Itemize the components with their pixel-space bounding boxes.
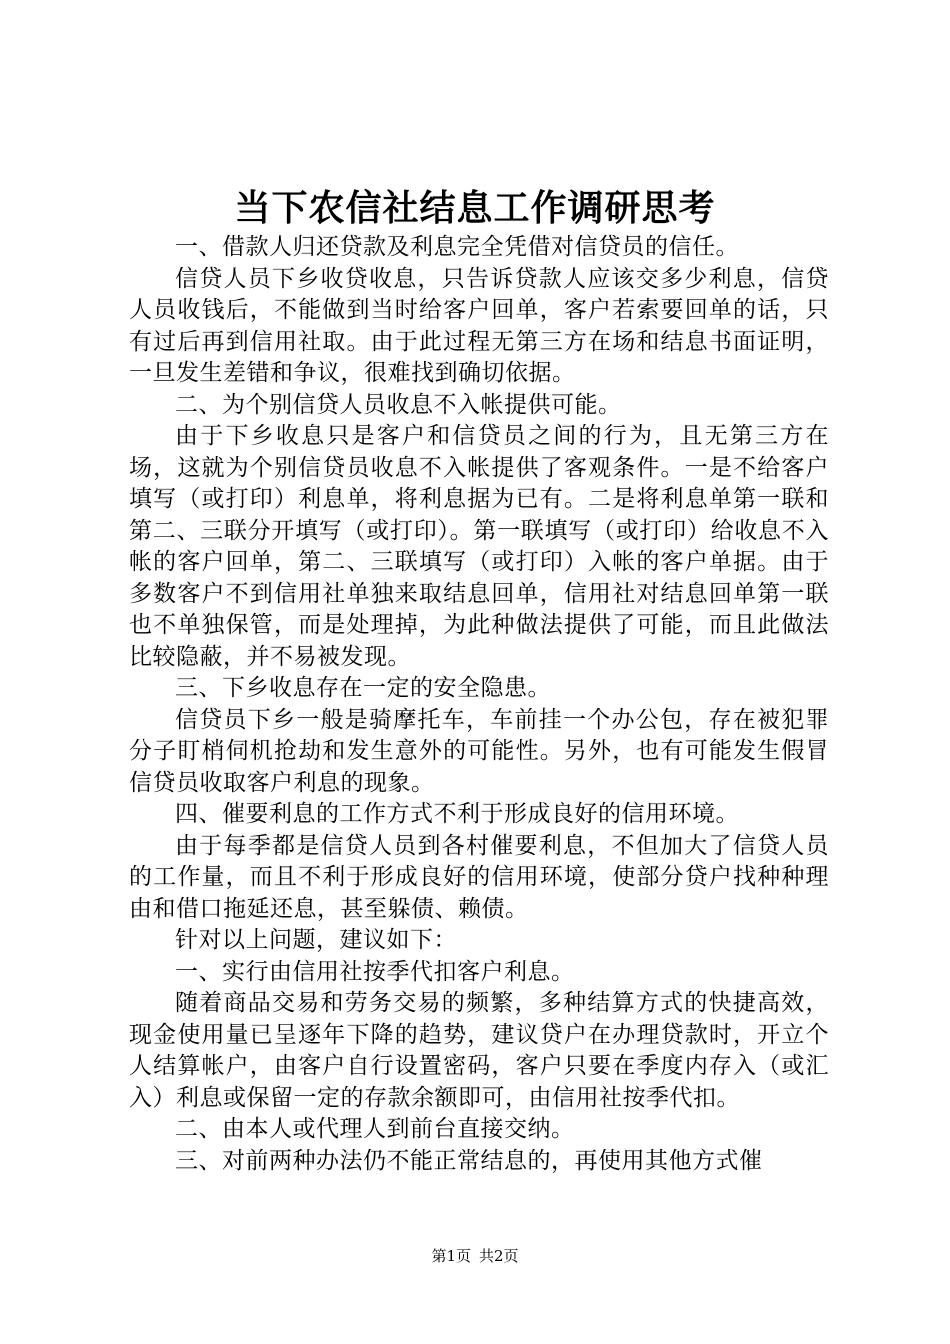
document-body — [129, 232, 829, 1177]
paragraph: 四、催要利息的工作方式不利于形成良好的信用环境。 — [175, 801, 739, 827]
paragraph: 三、下乡收息存在一定的安全隐患。 — [175, 675, 551, 701]
paragraph: 信贷人员下乡收贷收息，只告诉贷款人应该交多少利息，信贷人员收钱后，不能做到当时给客户回单，客户若索要回单的话，只有过后再到信用社取。由于此过程无第三方在场和结息书面证明，一旦发生差错和争议，很难找到确切依据。 — [129, 265, 829, 386]
paragraph: 一、实行由信用社按季代扣客户利息。 — [175, 958, 575, 985]
paragraph: 针对以上问题，建议如下： — [175, 927, 457, 953]
paragraph: 三、对前两种办法仍不能正常结息的，再使用其他方式催 — [175, 1147, 763, 1174]
page-footer — [0, 1246, 950, 1266]
paragraph: 随着商品交易和劳务交易的频繁，多种结算方式的快捷高效，现金使用量已呈逐年下降的趋势，建议贷户在办理贷款时，开立个人结算帐户，由客户自行设置密码，客户只要在季度内存入（或汇入）利息或保留一定的存款余额即可，由信用社按季代扣。 — [129, 990, 829, 1111]
paragraph: 由于下乡收息只是客户和信贷员之间的行为，且无第三方在场，这就为个别信贷员收息不入帐提供了客观条件。一是不给客户填写（或打印）利息单，将利息据为已有。二是将利息单第一联和第二、三联分开填写（或打印）。第一联填写（或打印）给收息不入帐的客户回单，第二、三联填写（或打印）入帐的客户单据。由于多数客户不到信用社单独来取结息回单，信用社对结息回单第一联也不单独保管，而是处理掉，为此种做法提供了可能，而且此做法比较隐蔽，并不易被发现。 — [129, 423, 829, 670]
paragraph: 一、借款人归还贷款及利息完全凭借对信贷员的信任。 — [175, 234, 739, 260]
page-number: 第1页 — [431, 1247, 471, 1265]
paragraph: 二、由本人或代理人到前台直接交纳。 — [175, 1116, 575, 1142]
paragraph: 由于每季都是信贷人员到各村催要利息，不但加大了信贷人员的工作量，而且不利于形成良好的信用环境，使部分贷户找种种理由和借口拖延还息，甚至躲债、赖债。 — [129, 832, 829, 922]
document-title: 当下农信社结息工作调研思考 — [234, 187, 716, 229]
paragraph: 二、为个别信贷人员收息不入帐提供可能。 — [175, 391, 622, 418]
page-total: 共2页 — [479, 1247, 519, 1265]
paragraph: 信贷员下乡一般是骑摩托车，车前挂一个办公包，存在被犯罪分子盯梢伺机抢劫和发生意外的可能性。另外，也有可能发生假冒信贷员收取客户利息的现象。 — [129, 706, 829, 796]
